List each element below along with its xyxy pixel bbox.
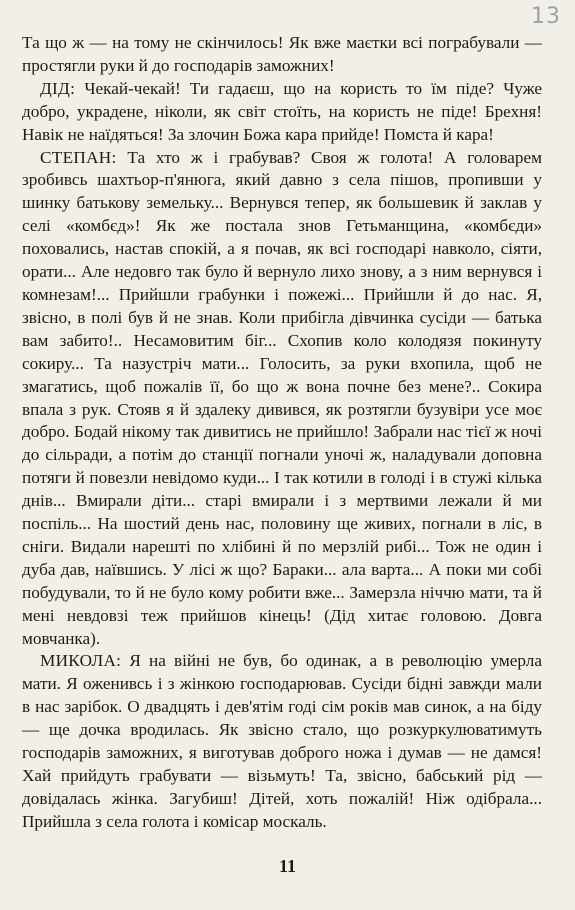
paragraph-text: Та хто ж і грабував? Своя ж голота! А головарем зробивсь шахтьор-п'янюга, який давно з села пішов, пропивши у шинку батькову земельку... Вернувся тепер, як большевик й заклав у селі «комбєд»! Як же постала знов Гетьманщина, «комбєди» поховались, настав спокій, а я почав, як всі господарі навколо, сіяти, орати... Але недовго так було й вернуло лихо знову, а з ним вернувся і комнезам!... Прийшли грабунки і пожежі... Прийшли й до нас. Я, звісно, в полі був й не знав. Коли прибігла дівчинка сусіди — батька вам забито!.. Несамовитим біг... Схопив коло колодязя покинуту сокиру... Та назустріч мати... Голосить, за руки вхопила, щоб не змагатись, щоб пожалів її, бо що ж вона почне без мене?.. Сокира впала з рук. Стояв я й здалеку дивився, як розтягли бузувіри усе моє добро. Бодай нікому так дивитись не прийшло! Забрали нас тієї ж ночі до сільради, а потім до станції погнали уночі ж, наладували доповна потяги й повезли невідомо куди... І так котили в голоді і в стужі кілька днів... Вмирали діти... старі вмирали і з мертвими лежали й ми поспіль... На шостий день нас, половину ще живих, погнали в ліс, в сніги. Видали нарешті по хлібині й по мерзлій рибі... Тож не один і дуба дав, наївшись. У лісі ж що? Бараки... ала варта... А поки ми собі побудували, то й не було кому робити вже... Замерзла ніччю мати, та й мені невдовзі теж прийшов кінець! (Дід хитає головою. Довга мовчанка). bbox=[22, 147, 543, 648]
paragraph-text: Та що ж — на тому не скінчилось! Як вже маєтки всі пограбували — простягли руки й до господарів заможних! bbox=[22, 33, 542, 75]
paragraph-text: Чекай-чекай! Ти гадаєш, що на користь то їм піде? Чуже добро, украдене, ніколи, як світ стоїть, на користь не піде! Брехня! Навік не наїдяться! За злочин Божа кара прийде! Помста й кара! bbox=[22, 78, 543, 144]
page-text bbox=[22, 32, 542, 834]
page-number: 11 bbox=[278, 856, 296, 876]
paragraph-stepan bbox=[22, 147, 542, 651]
speaker-label: МИКОЛА: bbox=[40, 651, 122, 671]
speaker-label: ДІД: bbox=[40, 78, 76, 98]
paragraph-mykola bbox=[22, 650, 542, 833]
paragraph-did bbox=[22, 78, 542, 147]
paragraph-intro bbox=[22, 32, 542, 78]
speaker-label: СТЕПАН: bbox=[40, 147, 117, 167]
handwritten-page-mark: 13 bbox=[531, 4, 561, 29]
paragraph-text: Я на війні не був, бо одинак, а в революцію умерла мати. Я оженивсь і з жінкою господарював. Сусіди бідні завжди мали в нас зарібок. О двадцять і дев'ятім годі сім років мав синок, а на біду — ще дочка вродилась. Як звісно стало, що розкуркулюватимуть господарів заможних, я виготував доброго ножа і думав — не дамся! Хай прийдуть грабувати — візьмуть! Та, звісно, бабський рід — довідалась жінка. Загубиш! Дітей, хоть пожалій! Ніж одібрала... Прийшла з села голота і комісар москаль. bbox=[22, 651, 543, 831]
